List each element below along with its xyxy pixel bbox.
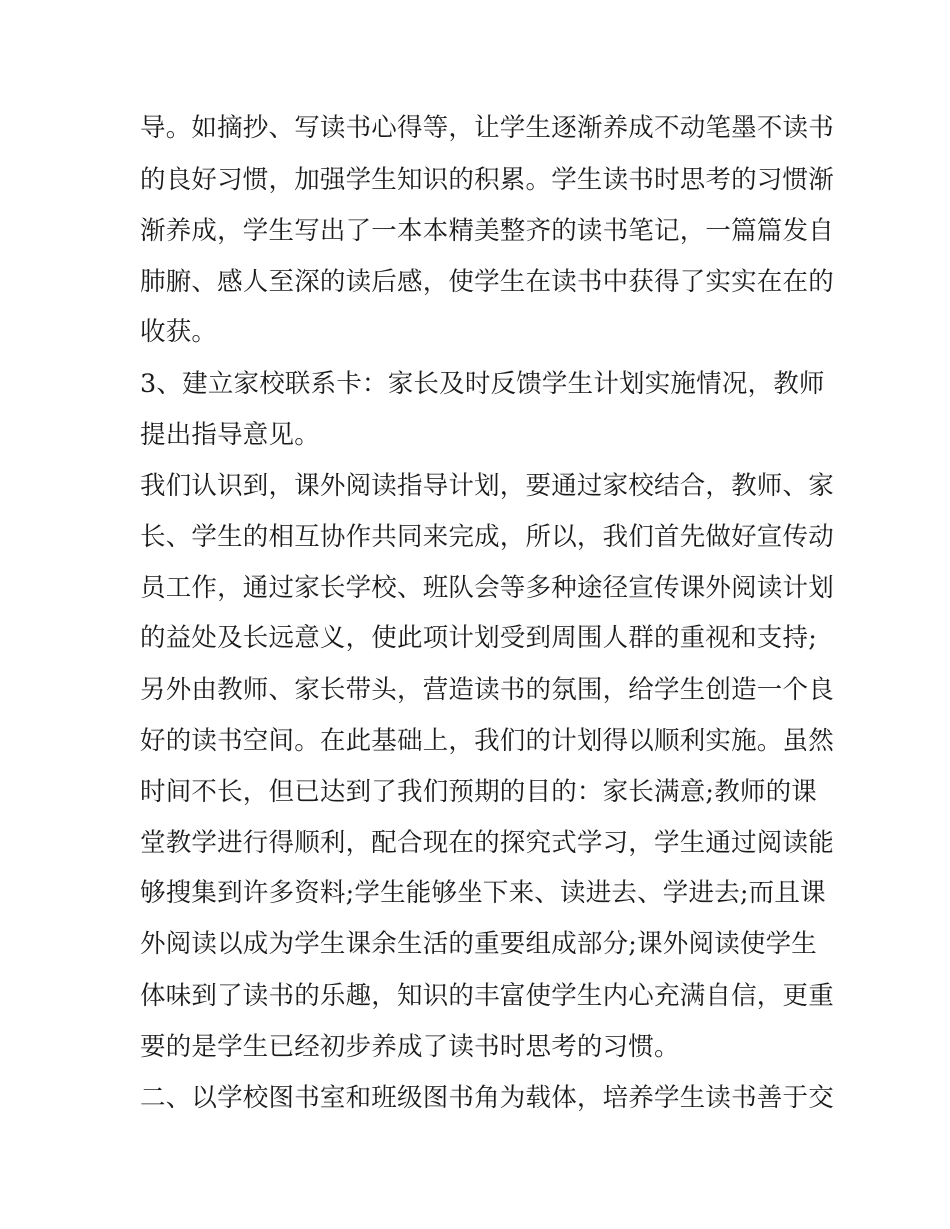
text-line: 堂教学进行得顺利，配合现在的探究式学习，学生通过阅读能 xyxy=(140,828,834,858)
text-line: 的良好习惯，加强学生知识的积累。学生读书时思考的习惯渐 xyxy=(140,165,834,195)
text-line: 员工作，通过家长学校、班队会等多种途径宣传课外阅读计划 xyxy=(140,573,834,603)
text-line: 的益处及长远意义，使此项计划受到周围人群的重视和支持; xyxy=(140,623,817,653)
text-line: 好的读书空间。在此基础上，我们的计划得以顺利实施。虽然 xyxy=(140,726,834,756)
text-line: 外阅读以成为学生课余生活的重要组成部分;课外阅读使学生 xyxy=(140,929,817,959)
text-line: 提出指导意见。 xyxy=(140,420,320,450)
text-line: 收获。 xyxy=(140,317,218,347)
text-line: 3、建立家校联系卡：家长及时反馈学生计划实施情况，教师 xyxy=(140,369,825,399)
text-line: 长、学生的相互协作共同来完成，所以，我们首先做好宣传动 xyxy=(140,522,834,552)
text-line: 够搜集到许多资料;学生能够坐下来、读进去、学进去;而且课 xyxy=(140,878,826,908)
text-line: 我们认识到，课外阅读指导计划，要通过家校结合，教师、家 xyxy=(140,471,834,501)
text-line: 肺腑、感人至深的读后感，使学生在读书中获得了实实在在的 xyxy=(140,267,834,297)
text-line: 要的是学生已经初步养成了读书时思考的习惯。 xyxy=(140,1032,680,1062)
text-line: 另外由教师、家长带头，营造读书的氛围，给学生创造一个良 xyxy=(140,675,834,705)
text-line: 渐养成，学生写出了一本本精美整齐的读书笔记，一篇篇发自 xyxy=(140,216,834,246)
text-line: 体味到了读书的乐趣，知识的丰富使学生内心充满自信，更重 xyxy=(140,981,834,1011)
text-line: 二、以学校图书室和班级图书角为载体，培养学生读书善于交 xyxy=(140,1083,834,1113)
text-line: 时间不长，但已达到了我们预期的目的：家长满意;教师的课 xyxy=(140,777,817,807)
text-line: 导。如摘抄、写读书心得等，让学生逐渐养成不动笔墨不读书 xyxy=(140,113,834,143)
